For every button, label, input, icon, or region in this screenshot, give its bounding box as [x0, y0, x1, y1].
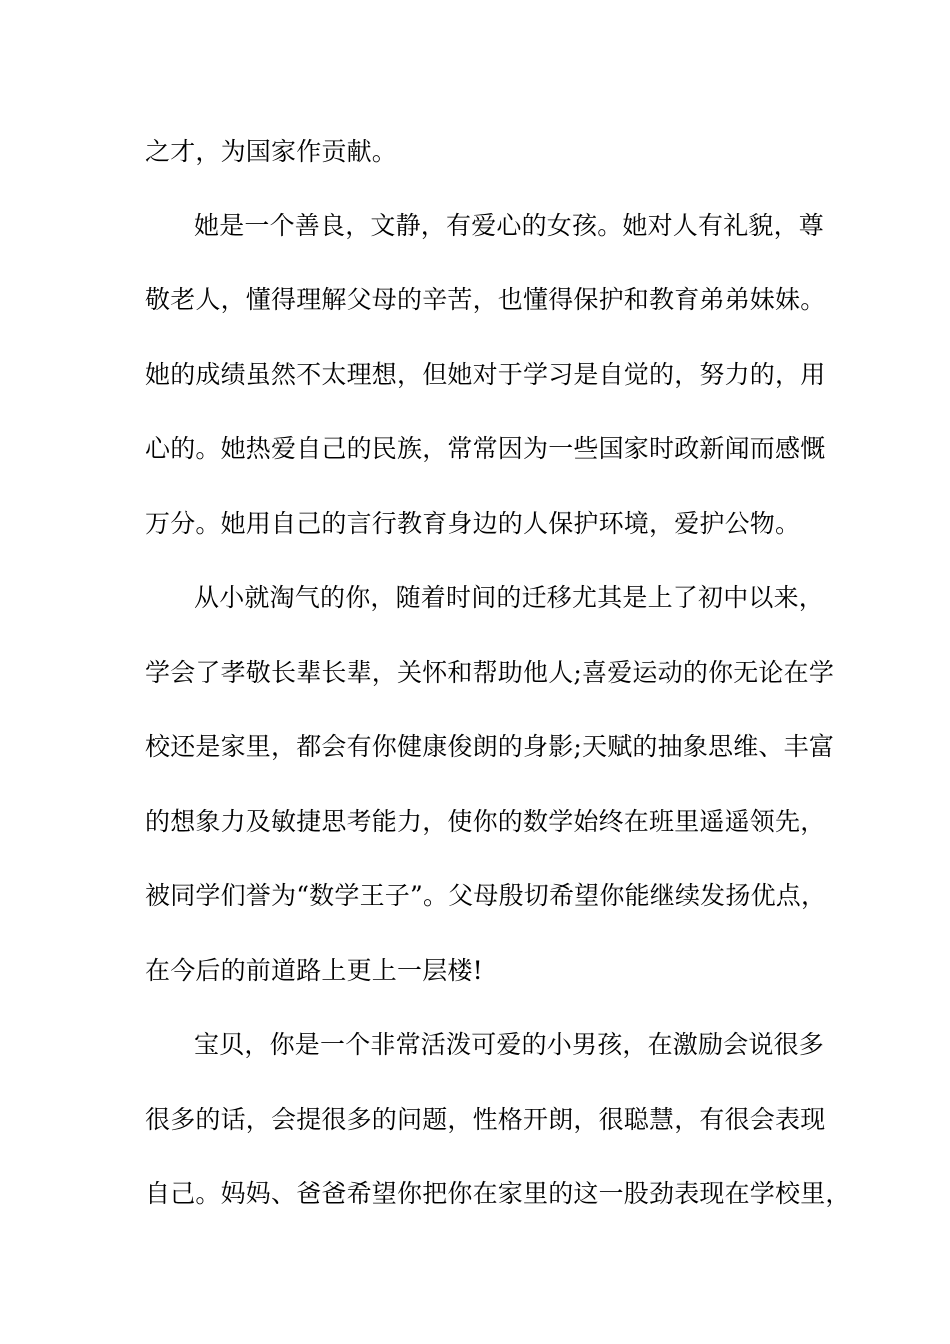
- text-line-5: 心的。她热爱自己的民族，常常因为一些国家时政新闻而感慨: [145, 434, 826, 463]
- text-line-4: 她的成绩虽然不太理想，但她对于学习是自觉的，努力的，用: [145, 360, 826, 389]
- text-line-12: 在今后的前道路上更上一层楼!: [145, 956, 483, 985]
- text-line-15: 自己。妈妈、爸爸希望你把你在家里的这一股劲表现在学校里，: [145, 1179, 851, 1208]
- text-line-13: 宝贝，你是一个非常活泼可爱的小男孩，在激励会说很多: [194, 1030, 825, 1059]
- text-line-1: 之才，为国家作贡献。: [145, 137, 398, 166]
- text-line-14: 很多的话，会提很多的问题，性格开朗，很聪慧，有很会表现: [145, 1105, 826, 1134]
- text-line-9: 校还是家里，都会有你健康俊朗的身影;天赋的抽象思维、丰富: [145, 732, 835, 761]
- text-line-10: 的想象力及敏捷思考能力，使你的数学始终在班里遥遥领先，: [145, 807, 826, 836]
- text-line-8: 学会了孝敬长辈长辈，关怀和帮助他人;喜爱运动的你无论在学: [145, 658, 835, 687]
- text-line-7: 从小就淘气的你，随着时间的迁移尤其是上了初中以来，: [194, 583, 825, 612]
- text-line-6: 万分。她用自己的言行教育身边的人保护环境，爱护公物。: [145, 509, 801, 538]
- text-line-11: 被同学们誉为“数学王子”。父母殷切希望你能继续发扬优点，: [145, 881, 827, 910]
- text-line-3: 敬老人，懂得理解父母的辛苦，也懂得保护和教育弟弟妹妹。: [145, 285, 826, 314]
- text-line-2: 她是一个善良，文静，有爱心的女孩。她对人有礼貌，尊: [194, 211, 825, 240]
